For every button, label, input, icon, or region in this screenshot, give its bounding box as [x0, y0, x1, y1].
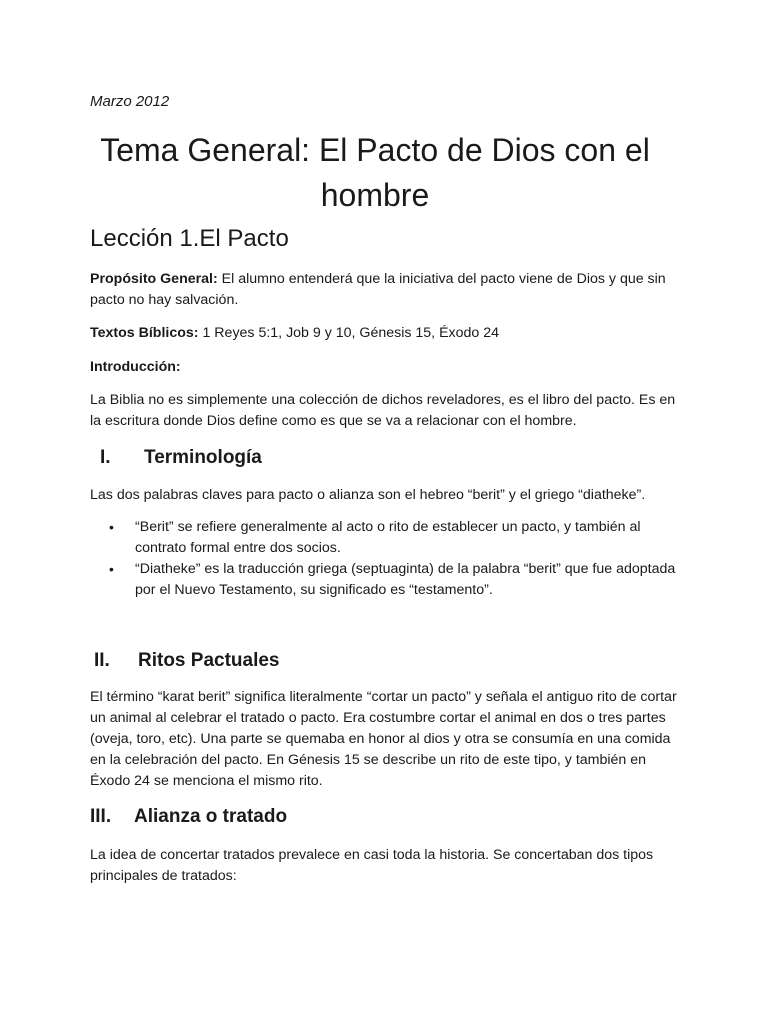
bullet-icon: • — [109, 561, 114, 577]
lesson-heading: Lección 1.El Pacto — [90, 225, 289, 252]
list-item — [90, 517, 680, 559]
texts-label: Textos Bíblicos: — [90, 325, 199, 341]
section-title-3: Alianza o tratado — [134, 806, 288, 827]
intro-paragraph: La Biblia no es simplemente una colección de dichos reveladores, es el libro del pacto. Es en la escritura donde Dios define como es que se va a relacionar con el hombre. — [90, 392, 676, 429]
section-3-paragraph: La idea de concertar tratados prevalece en casi toda la historia. Se concertaban dos tipos principales de tratados: — [90, 847, 654, 884]
document-date: Marzo 2012 — [90, 93, 170, 110]
section-title-1: Terminología — [144, 447, 262, 468]
intro-label: Introducción: — [90, 359, 181, 375]
section-number-3: III. — [90, 806, 112, 827]
document-title: Tema General: El Pacto de Dios con el hombre — [100, 132, 650, 213]
list-item — [90, 559, 680, 601]
section-number-1: I. — [100, 447, 111, 468]
texts-text: 1 Reyes 5:1, Job 9 y 10, Génesis 15, Éxodo 24 — [198, 325, 500, 341]
bullet-icon: • — [109, 519, 114, 535]
section-2-paragraph: El término “karat berit” significa literalmente “cortar un pacto” y señala el antiguo rito de cortar un animal al celebrar el tratado o pacto. Era costumbre cortar el animal en dos o tres partes (oveja, toro, etc). Una parte se quemaba en honor al dios y otra se consumía en una comida en la celebración del pacto. En Génesis 15 se describe un rito de este tipo, y también en Éxodo 24 se menciona el mismo rito. — [90, 689, 677, 789]
section-heading-1 — [100, 446, 262, 470]
purpose-paragraph — [90, 269, 680, 311]
section-1-paragraph: Las dos palabras claves para pacto o alianza son el hebreo “berit” y el griego “diatheke”. — [90, 487, 646, 503]
texts-paragraph — [90, 323, 680, 344]
bullet-text: “Berit” se refiere generalmente al acto o rito de establecer un pacto, y también al contrato formal entre dos socios. — [135, 519, 641, 556]
section-heading-2 — [94, 649, 280, 673]
section-1-bullet-list — [90, 517, 680, 601]
purpose-label: Propósito General: — [90, 271, 218, 287]
section-title-2: Ritos Pactuales — [138, 650, 280, 671]
purpose-text: El alumno entenderá que la iniciativa del pacto viene de Dios y que sin pacto no hay salvación. — [90, 271, 666, 308]
section-number-2: II. — [94, 650, 110, 671]
section-heading-3 — [90, 805, 287, 829]
intro-label-paragraph — [90, 357, 680, 378]
bullet-text: “Diatheke” es la traducción griega (septuaginta) de la palabra “berit” que fue adoptada por el Nuevo Testamento, su significado es “testamento”. — [135, 561, 676, 598]
